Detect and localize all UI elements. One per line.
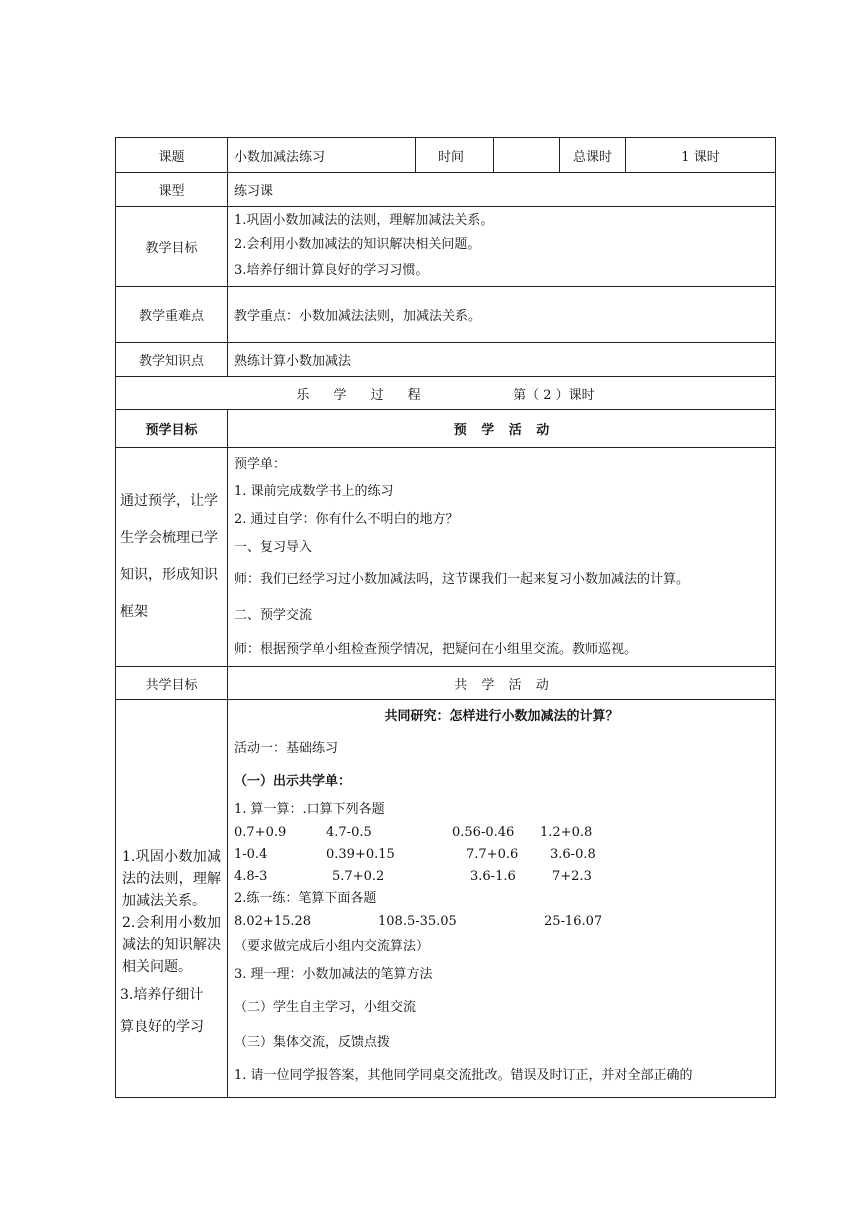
oral-item: 7.7+0.6	[466, 847, 519, 862]
preview-line-2: 1. 课前完成数学书上的练习	[234, 484, 394, 499]
colearn-requirement: （要求做完成后小组内交流算法）	[234, 939, 430, 954]
key-points-value: 教学重点：小数加减法法则，加减法关系。	[228, 287, 776, 343]
oral-row-1	[234, 822, 769, 844]
colearn-label: 共学目标	[116, 667, 228, 700]
oral-row-2	[234, 844, 769, 866]
goal-item-3: 3.培养仔细计算良好的学习习惯。	[234, 262, 429, 278]
process-period: 第（ 2 ）课时	[513, 387, 595, 403]
oral-item: 0.56-0.46	[452, 825, 515, 840]
colearn-step3: （三）集体交流，反馈点拨	[234, 1035, 391, 1050]
colearn-activity1: 活动一：基础练习	[234, 741, 339, 756]
key-points-row	[116, 287, 776, 343]
time-value	[494, 138, 560, 173]
goals-label: 教学目标	[116, 207, 228, 287]
oral-row-3	[234, 866, 769, 888]
knowledge-row	[116, 343, 776, 377]
oral-item: 1-0.4	[234, 847, 268, 862]
goal-item-2: 2.会利用小数加减法的知识解决相关问题。	[234, 236, 481, 252]
colearn-goal-3: 3.培养仔细计	[120, 987, 204, 1003]
colearn-activity-label: 共 学 活 动	[454, 677, 549, 693]
topic-label: 课题	[116, 138, 228, 173]
key-points-label: 教学重难点	[116, 287, 228, 343]
preview-goal-text: 通过预学，让学生学会梳理已学知识，形成知识框架	[116, 448, 228, 667]
preview-line-3: 2. 通过自学：你有什么不明白的地方？	[234, 512, 459, 527]
preview-label: 预学目标	[116, 410, 228, 448]
oral-item: 7+2.3	[552, 869, 592, 884]
lesson-plan-table	[115, 137, 776, 1098]
preview-line-4: 一、复习导入	[234, 540, 313, 555]
colearn-goal-4: 算良好的学习	[120, 1019, 204, 1035]
colearn-q3: 3. 理一理：小数加减法的笔算方法	[234, 967, 433, 982]
colearn-goal-1: 1.巩固小数加减法的法则，理解加减法关系。	[122, 849, 221, 909]
preview-lines	[228, 448, 776, 667]
goals-content	[228, 207, 776, 287]
total-hours-value: 1 课时	[626, 138, 776, 173]
preview-content-row	[116, 448, 776, 667]
oral-item: 0.39+0.15	[326, 847, 395, 862]
oral-item: 1.2+0.8	[540, 825, 593, 840]
oral-item: 5.7+0.2	[332, 869, 385, 884]
colearn-goals	[116, 700, 228, 1098]
written-item: 8.02+15.28	[234, 914, 312, 929]
written-row	[234, 910, 769, 934]
time-label: 时间	[416, 138, 494, 173]
type-value: 练习课	[228, 173, 776, 207]
knowledge-value: 熟练计算小数加减法	[228, 343, 776, 377]
type-label: 课型	[116, 173, 228, 207]
process-title: 乐 学 过 程	[296, 387, 427, 403]
oral-item: 3.6-0.8	[550, 847, 596, 862]
colearn-goal-2: 2.会利用小数加减法的知识解决相关问题。	[122, 915, 221, 975]
colearn-q1: 1. 算一算：.口算下列各题	[234, 802, 385, 817]
process-row	[116, 377, 776, 410]
preview-header-row	[116, 410, 776, 448]
topic-value: 小数加减法练习	[228, 138, 416, 173]
colearn-content-row	[116, 700, 776, 1098]
knowledge-label: 教学知识点	[116, 343, 228, 377]
written-item: 108.5-35.05	[378, 914, 457, 929]
total-hours-label: 总课时	[560, 138, 626, 173]
preview-line-1: 预学单：	[234, 457, 287, 472]
colearn-heading: 共同研究：怎样进行小数加减法的计算？	[384, 709, 619, 724]
preview-line-7: 师：根据预学单小组检查预学情况，把疑问在小组里交流。教师巡视。	[234, 642, 638, 657]
oral-item: 4.7-0.5	[326, 825, 372, 840]
goal-item-1: 1.巩固小数加减法的法则，理解加减法关系。	[234, 212, 494, 228]
colearn-body	[228, 700, 776, 1098]
preview-activity-label: 预 学 活 动	[453, 423, 550, 438]
type-row	[116, 173, 776, 207]
colearn-show-sheet: （一）出示共学单：	[234, 774, 352, 789]
preview-line-6: 二、预学交流	[234, 608, 313, 623]
oral-item: 0.7+0.9	[234, 825, 287, 840]
colearn-last-line: 1. 请一位同学报答案，其他同学同桌交流批改。错误及时订正，并对全部正确的	[234, 1068, 693, 1083]
colearn-q2: 2.练一练：笔算下面各题	[234, 891, 377, 906]
oral-item: 3.6-1.6	[470, 869, 516, 884]
oral-item: 4.8-3	[234, 869, 268, 884]
written-item: 25-16.07	[544, 914, 603, 929]
colearn-header-row	[116, 667, 776, 700]
goals-row	[116, 207, 776, 287]
topic-row	[116, 138, 776, 173]
colearn-step2: （二）学生自主学习，小组交流	[234, 1000, 417, 1015]
preview-line-5: 师：我们已经学习过小数加减法吗，这节课我们一起来复习小数加减法的计算。	[234, 572, 690, 587]
